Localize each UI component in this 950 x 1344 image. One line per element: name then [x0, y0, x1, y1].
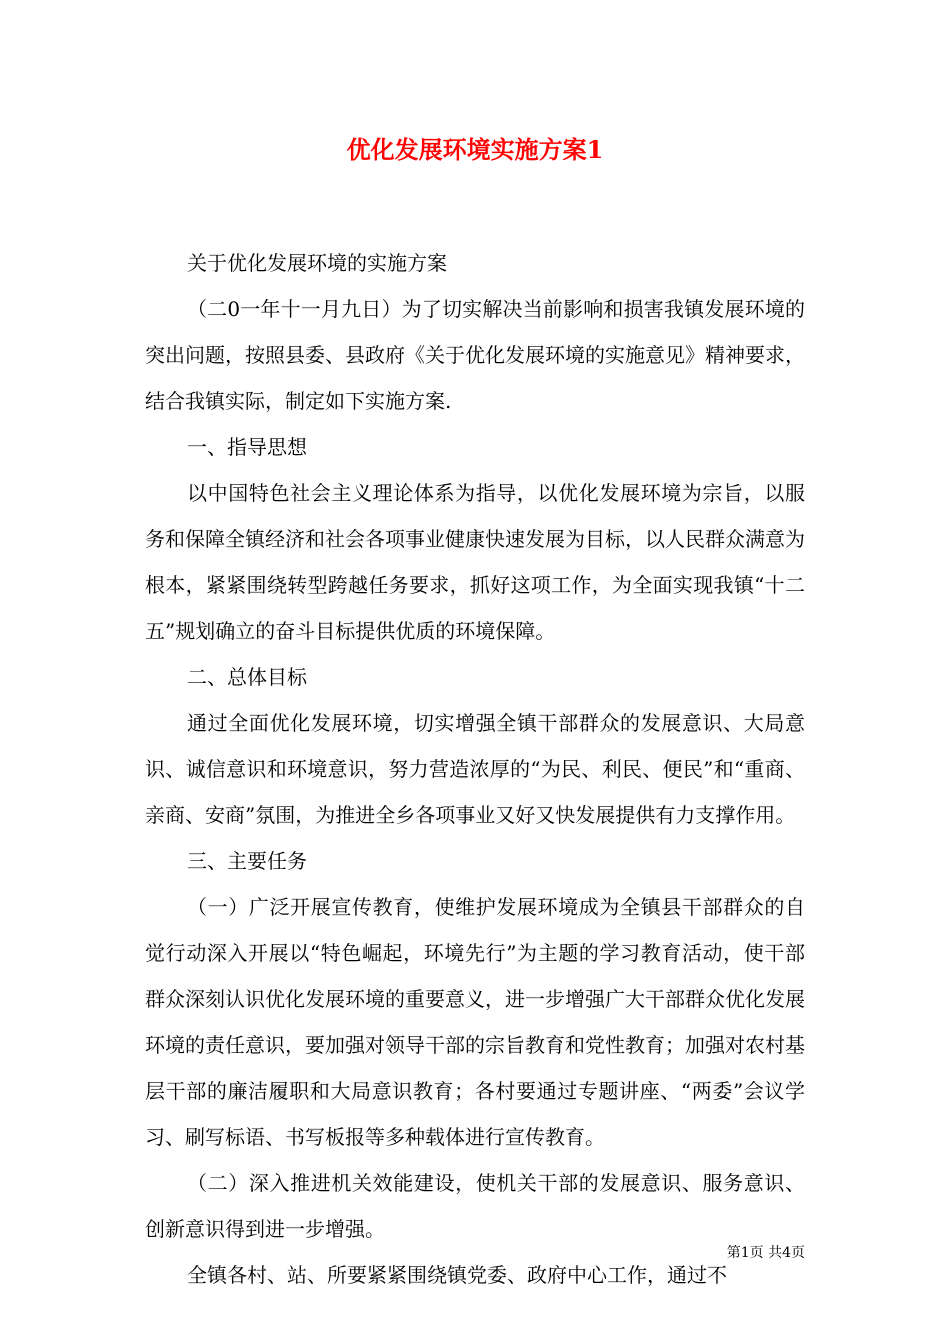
paragraph-task-one: （一）广泛开展宣传教育，使维护发展环境成为全镇县干部群众的自觉行动深入开展以“特色崛起，环境先行”为主题的学习教育活动，使干部群众深刻认识优化发展环境的重要意义，进一步增强广大干部群众优化发展环境的责任意识，要加强对领导干部的宗旨教育和党性教育；加强对农村基层干部的廉洁履职和大局意识教育；各村要通过专题讲座、“两委”会议学习、刷写标语、书写板报等多种载体进行宣传教育。	[145, 895, 805, 1149]
document-title: 优化发展环境实施方案1	[346, 135, 604, 164]
paragraph-heading: 关于优化发展环境的实施方案	[187, 251, 447, 275]
page-footer: 第1页 共4页	[726, 1245, 805, 1261]
paragraph-guiding-thought: 以中国特色社会主义理论体系为指导，以优化发展环境为宗旨，以服务和保障全镇经济和社会各项事业健康快速发展为目标，以人民群众满意为根本，紧紧围绕转型跨越任务要求，抓好这项工作，为全面实现我镇“十二五”规划确立的奋斗目标提供优质的环境保障。	[145, 481, 805, 643]
paragraph-task-two: （二）深入推进机关效能建设，使机关干部的发展意识、服务意识、创新意识得到进一步增强。	[145, 1171, 805, 1241]
section-heading-guiding-thought: 一、指导思想	[187, 435, 307, 459]
section-heading-overall-goal: 二、总体目标	[187, 665, 307, 689]
section-heading-main-tasks: 三、主要任务	[187, 849, 307, 873]
document-body	[145, 240, 805, 1298]
paragraph-intro: （二0一年十一月九日）为了切实解决当前影响和损害我镇发展环境的突出问题，按照县委、县政府《关于优化发展环境的实施意见》精神要求，结合我镇实际，制定如下实施方案.	[145, 297, 805, 413]
paragraph-overall-goal: 通过全面优化发展环境，切实增强全镇干部群众的发展意识、大局意识、诚信意识和环境意识，努力营造浓厚的“为民、利民、便民”和“重商、亲商、安商”氛围，为推进全乡各项事业又好又快发展提供有力支撑作用。	[145, 711, 805, 827]
paragraph-task-two-detail: 全镇各村、站、所要紧紧围绕镇党委、政府中心工作，通过不	[187, 1263, 727, 1287]
